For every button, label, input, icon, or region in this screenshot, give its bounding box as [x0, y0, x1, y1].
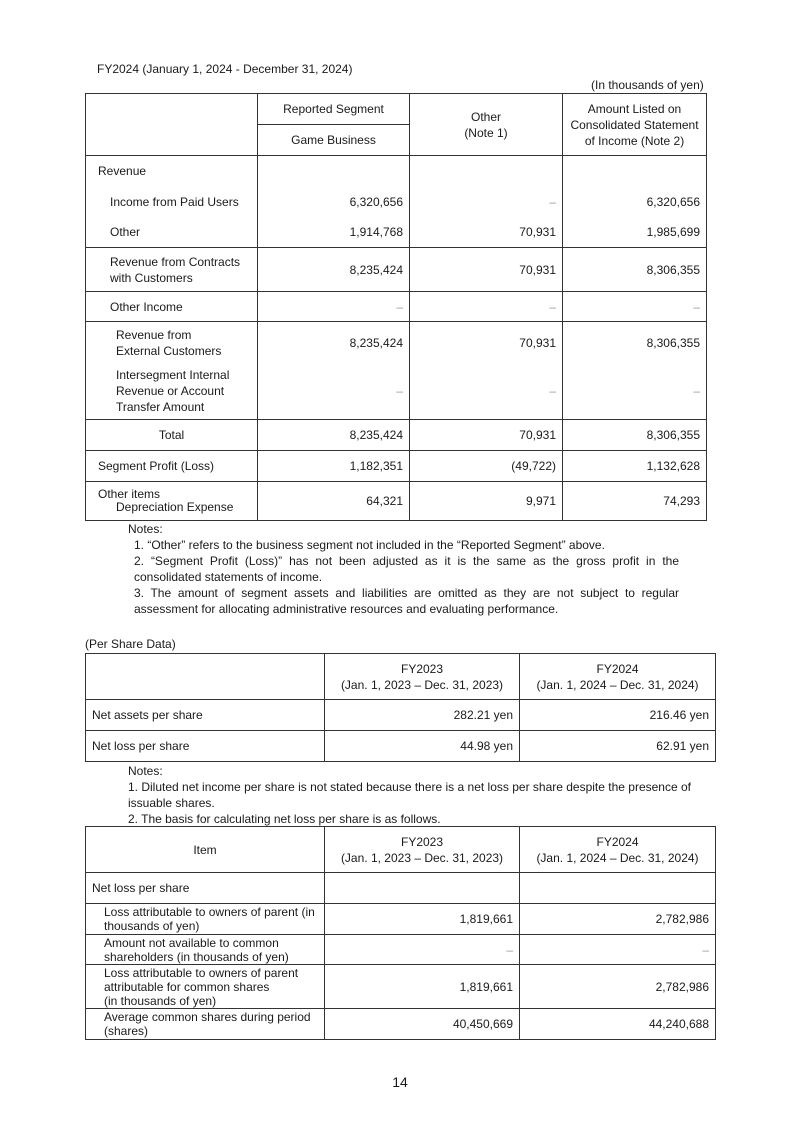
- table-row: Net loss per share: [86, 873, 716, 904]
- table-row: Loss attributable to owners of parent (in thousands of yen) 1,819,661 2,782,986: [86, 904, 716, 935]
- table-row: Intersegment Internal Revenue or Account Transfer Amount – – –: [86, 364, 707, 420]
- segment-unit: (In thousands of yen): [591, 78, 704, 92]
- notes-heading: Notes:: [128, 522, 163, 536]
- header-consolidated: Amount Listed on Consolidated Statement of Income (Note 2): [563, 94, 707, 156]
- header-item: Item: [86, 827, 325, 873]
- header-other: Other (Note 1): [410, 94, 563, 156]
- note-2: 2. “Segment Profit (Loss)” has not been adjusted as it is the same as the gross profit in the consolidated statements of income.: [134, 554, 679, 584]
- table-row: Net assets per share 282.21 yen 216.46 yen: [86, 700, 716, 731]
- header-game-business: Game Business: [258, 125, 410, 156]
- table-row: Other 1,914,768 70,931 1,985,699: [86, 217, 707, 248]
- header-fy2023: FY2023 (Jan. 1, 2023 – Dec. 31, 2023): [325, 827, 520, 873]
- table-row: Loss attributable to owners of parent attributable for common shares (in thousands of yen) 1,819,661 2,782,986: [86, 965, 716, 1009]
- header-fy2024: FY2024 (Jan. 1, 2024 – Dec. 31, 2024): [520, 827, 716, 873]
- header-fy2024: FY2024 (Jan. 1, 2024 – Dec. 31, 2024): [520, 654, 716, 700]
- table-row: Revenue from Contracts with Customers 8,235,424 70,931 8,306,355: [86, 248, 707, 292]
- per-share-label: (Per Share Data): [85, 637, 176, 651]
- table-row: Net loss per share 44.98 yen 62.91 yen: [86, 731, 716, 762]
- table-row: Segment Profit (Loss) 1,182,351 (49,722) 1,132,628: [86, 451, 707, 482]
- segment-title: FY2024 (January 1, 2024 - December 31, 2024): [97, 62, 353, 76]
- table-row: Other items Depreciation Expense 64,321 9,971 74,293: [86, 482, 707, 521]
- table-row: Income from Paid Users 6,320,656 – 6,320,656: [86, 187, 707, 217]
- header-fy2023: FY2023 (Jan. 1, 2023 – Dec. 31, 2023): [325, 654, 520, 700]
- header-blank-cell: [86, 94, 258, 156]
- table-row: Total 8,235,424 70,931 8,306,355: [86, 420, 707, 451]
- table-row: Amount not available to common shareholders (in thousands of yen) – –: [86, 935, 716, 965]
- note-2: 2. The basis for calculating net loss per share is as follows.: [128, 812, 441, 826]
- header-blank-cell: [86, 654, 325, 700]
- note-1: 1. “Other” refers to the business segment not included in the “Reported Segment” above.: [134, 538, 605, 552]
- table-row: Other Income – – –: [86, 292, 707, 322]
- segment-notes: [128, 521, 679, 617]
- row-revenue-label: Revenue: [86, 156, 258, 187]
- note-1: 1. Diluted net income per share is not stated because there is a net loss per share despite the presence of issuable shares.: [128, 780, 691, 810]
- notes-heading: Notes:: [128, 764, 163, 778]
- per-share-notes: [128, 763, 708, 827]
- header-reported-segment: Reported Segment: [258, 94, 410, 125]
- basis-table: [85, 826, 716, 1040]
- table-row: Average common shares during period (shares) 40,450,669 44,240,688: [86, 1009, 716, 1040]
- table-row: Revenue from External Customers 8,235,424 70,931 8,306,355: [86, 322, 707, 364]
- page-number: 14: [392, 1074, 408, 1090]
- per-share-table: [85, 653, 716, 762]
- note-3: 3. The amount of segment assets and liabilities are omitted as they are not subject to regular assessment for allocating administrative resources and evaluating performance.: [134, 586, 679, 616]
- segment-table: [85, 93, 707, 521]
